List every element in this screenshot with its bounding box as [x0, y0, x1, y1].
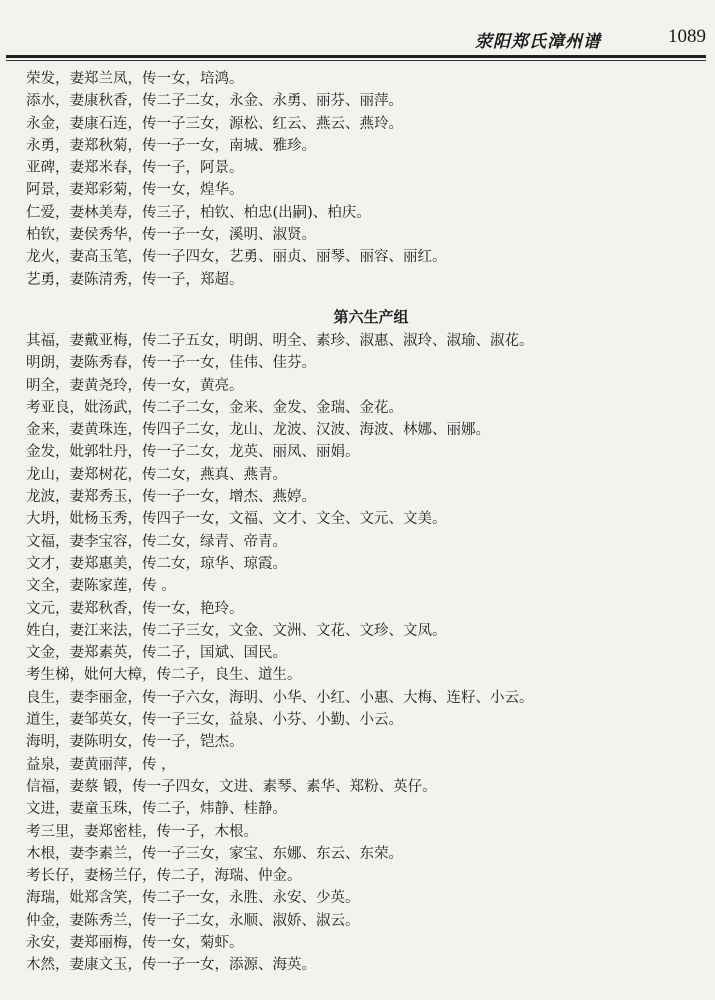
genealogy-entry: 海瑞，妣郑含笑，传二子一女，永胜、永安、少英。 — [26, 890, 360, 907]
genealogy-entry: 文全，妻陈家莲，传 。 — [26, 578, 176, 595]
genealogy-entry: 文福，妻李宝容，传二女，绿青、帝青。 — [26, 533, 287, 550]
genealogy-entry: 文元，妻郑秋香，传一女，艳玲。 — [26, 600, 244, 617]
genealogy-entry: 明全，妻黄尧玲，传一女，黄亮。 — [26, 377, 244, 394]
genealogy-entry: 亚碑，妻郑米春，传一子，阿景。 — [26, 160, 244, 177]
genealogy-entry: 永安，妻郑丽梅，传一女，菊虾。 — [26, 934, 244, 951]
genealogy-entry: 阿景，妻郑彩菊，传一女，煌华。 — [26, 182, 244, 199]
genealogy-text — [26, 68, 696, 977]
genealogy-entry: 姓白，妻江来法，传二子三女，文金、文洲、文花、文珍、文凤。 — [26, 622, 447, 639]
genealogy-entry: 海明，妻陈明女，传一子，铠杰。 — [26, 734, 244, 751]
book-title: 荥阳郑氏漳州谱 — [475, 32, 601, 52]
genealogy-entry: 荣发，妻郑兰凤，传一女，培鸿。 — [26, 71, 244, 87]
genealogy-entry: 考生梯，妣何大樟，传二子，良生、道生。 — [26, 667, 302, 684]
genealogy-entry: 益泉，妻黄丽萍，传 ， — [26, 756, 176, 773]
entries-after — [26, 330, 696, 977]
page-header — [6, 18, 706, 58]
genealogy-entry: 大坍，妣杨玉秀，传四子一女，文福、文才、文全、文元、文美。 — [26, 511, 447, 528]
genealogy-entry: 其福，妻戴亚梅，传二子五女，明朗、明全、素珍、淑惠、淑玲、淑瑜、淑花。 — [26, 332, 534, 349]
genealogy-entry: 金来，妻黄珠连，传四子二女，龙山、龙波、汉波、海波、林娜、丽娜。 — [26, 422, 490, 439]
page-number: 1089 — [668, 26, 706, 47]
genealogy-entry: 考三里，妻郑密桂，传一子，木根。 — [26, 823, 258, 840]
genealogy-entry: 考亚良，妣汤武，传二子二女，金来、金发、金瑞、金花。 — [26, 399, 403, 416]
genealogy-entry: 龙山，妻郑树花，传二女，燕真、燕青。 — [26, 466, 287, 483]
genealogy-entry: 良生，妻李丽金，传一子六女，海明、小华、小红、小惠、大梅、连籽、小云。 — [26, 689, 534, 706]
header-rule-thin — [6, 60, 706, 61]
genealogy-entry: 文进，妻童玉珠，传二子，炜静、桂静。 — [26, 801, 287, 818]
entries-before — [26, 68, 696, 291]
genealogy-entry: 永金，妻康石连，传一子三女，源松、红云、燕云、燕玲。 — [26, 115, 403, 132]
genealogy-entry: 考长仔，妻杨兰仔，传二子，海瑞、仲金。 — [26, 868, 302, 885]
genealogy-entry: 龙波，妻郑秀玉，传一子一女，增杰、燕婷。 — [26, 489, 316, 506]
header-rule-thick — [6, 55, 706, 58]
genealogy-entry: 文金，妻郑素英，传二子，国斌、国民。 — [26, 645, 287, 662]
genealogy-entry: 添水，妻康秋香，传二子二女，永金、永勇、丽芬、丽萍。 — [26, 93, 403, 110]
genealogy-entry: 仲金，妻陈秀兰，传一子二女，永顺、淑娇、淑云。 — [26, 912, 360, 929]
genealogy-entry: 道生，妻邹英女，传一子三女，益泉、小芬、小勤、小云。 — [26, 712, 403, 729]
genealogy-entry: 明朗，妻陈秀春，传一子一女，佳伟、佳芬。 — [26, 355, 316, 372]
genealogy-entry: 永勇，妻郑秋菊，传一子一女，南城、雅珍。 — [26, 137, 316, 154]
genealogy-entry: 木根，妻李素兰，传一子三女，家宝、东娜、东云、东荣。 — [26, 845, 403, 862]
genealogy-entry: 柏钦，妻侯秀华，传一子一女，溪明、淑贤。 — [26, 227, 316, 244]
genealogy-entry: 文才，妻郑惠美，传二女，琼华、琼霞。 — [26, 555, 287, 572]
genealogy-entry: 仁爱，妻林美寿，传三子，柏钦、柏忠(出嗣)、柏庆。 — [26, 204, 371, 221]
genealogy-entry: 艺勇，妻陈清秀，传一子，郑超。 — [26, 271, 244, 288]
section-title: 第六生产组 — [333, 307, 409, 326]
genealogy-entry: 龙火，妻高玉笔，传一子四女，艺勇、丽贞、丽琴、丽容、丽红。 — [26, 249, 447, 266]
genealogy-entry: 金发，妣郭牡丹，传一子二女，龙英、丽凤、丽娟。 — [26, 444, 360, 461]
genealogy-entry: 信福，妻蔡 锻，传一子四女，文进、素琴、素华、郑粉、英仔。 — [26, 778, 437, 795]
genealogy-entry: 木然，妻康文玉，传一子一女，添源、海英。 — [26, 957, 316, 974]
